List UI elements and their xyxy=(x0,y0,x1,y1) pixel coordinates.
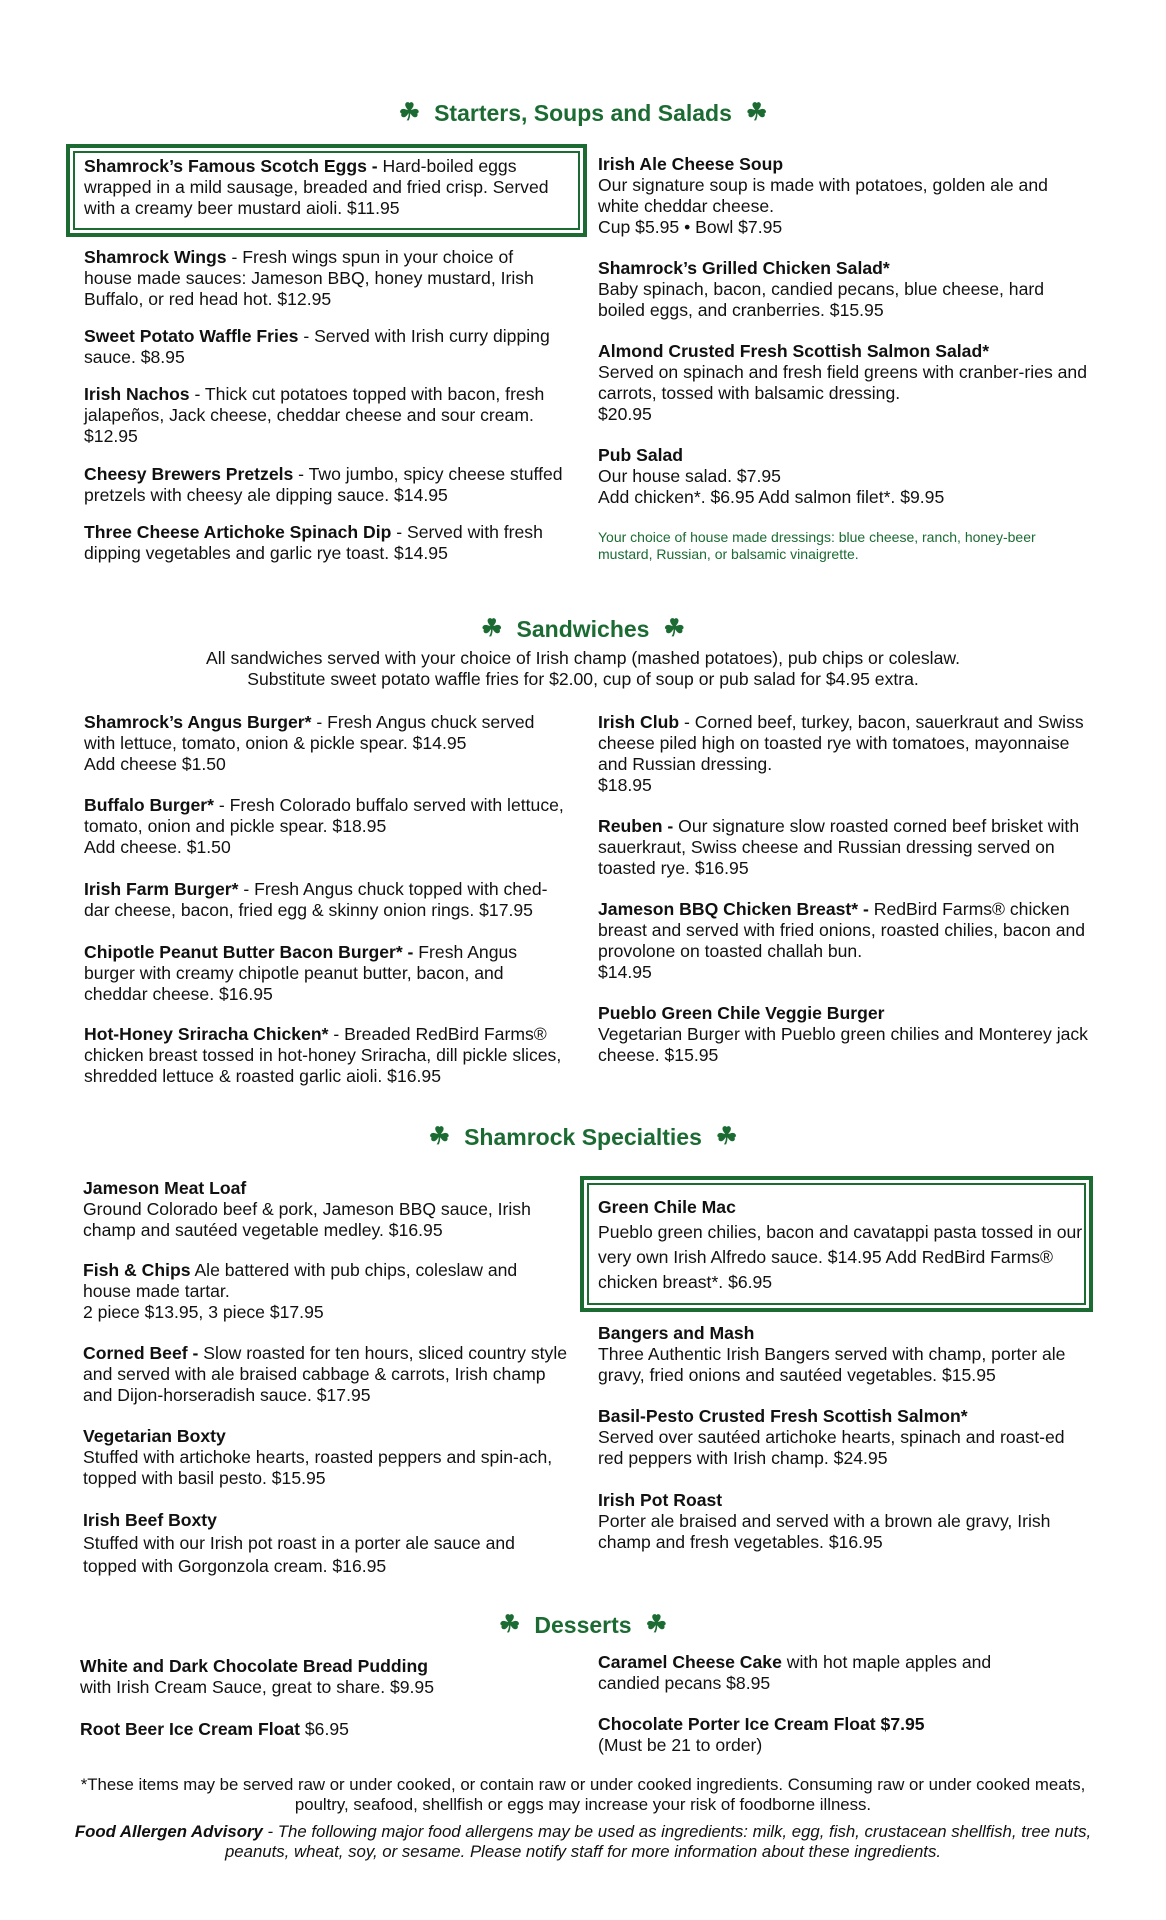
menu-item: Irish Ale Cheese Soup Our signature soup is made with potatoes, golden ale and white cheddar cheese. Cup $5.95 • Bowl $7.95 xyxy=(598,154,1048,237)
menu-item: Green Chile Mac Pueblo green chilies, bacon and cavatappi pasta tossed in our very own Irish Alfredo sauce. $14.95 Add RedBird Farms® chicken breast*. $6.95 xyxy=(598,1197,1083,1292)
menu-item: Buffalo Burger* - Fresh Colorado buffalo served with lettuce, tomato, onion and pickle spear. $18.95 Add cheese. $1.50 xyxy=(84,795,564,857)
raw-food-disclaimer: *These items may be served raw or under cooked, or contain raw or under cooked ingredients. Consuming raw or under cooked meats, poultry, seafood, shellfish or eggs may increase your risk of foodborne illness. xyxy=(80,1775,1086,1814)
sandwiches-note: All sandwiches served with your choice of Irish champ (mashed potatoes), pub chips or coleslaw. xyxy=(206,648,960,668)
menu-item: Irish Nachos - Thick cut potatoes topped with bacon, fresh jalapeños, Jack cheese, cheddar cheese and sour cream. $12.95 xyxy=(84,384,545,446)
shamrock-icon: ☘ xyxy=(745,99,768,126)
menu-item: Jameson BBQ Chicken Breast* - RedBird Farms® chicken breast and served with fried onions, roasted chilies, bacon and provolone on toasted challah bun. $14.95 xyxy=(598,899,1086,982)
menu-item: Irish Club - Corned beef, turkey, bacon, sauerkraut and Swiss cheese piled high on toasted rye with tomatoes, mayonnaise and Russian dressing. $18.95 xyxy=(598,712,1084,795)
section-title-starters: ☘ Starters, Soups and Salads ☘ xyxy=(398,99,768,126)
section-title-desserts: ☘ Desserts ☘ xyxy=(498,1611,668,1638)
menu-item: Shamrock Wings - Fresh wings spun in your choice of house made sauces: Jameson BBQ, honey mustard, Irish Buffalo, or red head hot. $12.95 xyxy=(84,247,534,309)
menu-item: Shamrock’s Grilled Chicken Salad* Baby spinach, bacon, candied pecans, blue cheese, hard boiled eggs, and cranberries. $15.95 xyxy=(598,258,1045,320)
menu-item: Vegetarian Boxty Stuffed with artichoke hearts, roasted peppers and spin-ach, topped with basil pesto. $15.95 xyxy=(83,1426,553,1488)
menu-item: White and Dark Chocolate Bread Pudding with Irish Cream Sauce, great to share. $9.95 xyxy=(80,1656,435,1697)
shamrock-icon: ☘ xyxy=(663,615,685,642)
menu-item: Chipotle Peanut Butter Bacon Burger* - Fresh Angus burger with creamy chipotle peanut butter, bacon, and cheddar cheese. $16.95 xyxy=(84,942,518,1004)
menu-item: Chocolate Porter Ice Cream Float $7.95 (Must be 21 to order) xyxy=(598,1714,925,1755)
menu-item: Irish Pot Roast Porter ale braised and served with a brown ale gravy, Irish champ and fresh vegetables. $16.95 xyxy=(598,1490,1051,1552)
menu-item: Irish Farm Burger* - Fresh Angus chuck topped with ched-dar cheese, bacon, fried egg & skinny onion rings. $17.95 xyxy=(84,879,548,920)
shamrock-icon: ☘ xyxy=(645,1611,668,1638)
menu-item: Almond Crusted Fresh Scottish Salmon Salad* Served on spinach and fresh field greens with cranber-ries and carrots, tossed with balsamic dressing. $20.95 xyxy=(598,341,1087,424)
menu-item: Bangers and Mash Three Authentic Irish Bangers served with champ, porter ale gravy, fried onions and sautéed vegetables. $15.95 xyxy=(598,1323,1066,1385)
menu-item: Root Beer Ice Cream Float $6.95 xyxy=(80,1719,349,1739)
menu-item: Hot-Honey Sriracha Chicken* - Breaded RedBird Farms® chicken breast tossed in hot-honey Sriracha, dill pickle slices, shredded lettuce & roasted garlic aioli. $16.95 xyxy=(84,1024,562,1086)
menu-item: Shamrock’s Famous Scotch Eggs - Hard-boiled eggs wrapped in a mild sausage, breaded and fried crisp. Served with a creamy beer mustard aioli. $11.95 xyxy=(84,156,549,218)
shamrock-icon: ☘ xyxy=(481,615,503,642)
allergen-advisory: Food Allergen Advisory - The following major food allergens may be used as ingredients: milk, egg, fish, crustacean shellfish, tree nuts, peanuts, wheat, soy, or sesame. Please notify staff for more information about these ingredients. xyxy=(74,1822,1092,1861)
menu-item: Three Cheese Artichoke Spinach Dip - Served with fresh dipping vegetables and garlic rye toast. $14.95 xyxy=(84,522,543,563)
menu-item: Caramel Cheese Cake with hot maple apples and candied pecans $8.95 xyxy=(598,1652,992,1693)
section-title-sandwiches: ☘ Sandwiches ☘ xyxy=(481,615,685,642)
section-title-specialties: ☘ Shamrock Specialties ☘ xyxy=(428,1123,738,1150)
shamrock-icon: ☘ xyxy=(398,99,421,126)
menu-item: Jameson Meat Loaf Ground Colorado beef & pork, Jameson BBQ sauce, Irish champ and sautéed vegetable medley. $16.95 xyxy=(83,1178,531,1240)
menu-item: Fish & Chips Ale battered with pub chips, coleslaw and house made tartar. 2 piece $13.95, 3 piece $17.95 xyxy=(83,1260,518,1322)
shamrock-icon: ☘ xyxy=(498,1611,521,1638)
menu-item: Pueblo Green Chile Veggie Burger Vegetarian Burger with Pueblo green chilies and Monterey jack cheese. $15.95 xyxy=(598,1003,1088,1065)
shamrock-icon: ☘ xyxy=(428,1123,451,1150)
menu-item: Basil-Pesto Crusted Fresh Scottish Salmon* Served over sautéed artichoke hearts, spinach and roast-ed red peppers with Irish champ. $24.95 xyxy=(598,1406,1065,1468)
menu-item: Sweet Potato Waffle Fries - Served with Irish curry dipping sauce. $8.95 xyxy=(84,326,550,367)
menu-item: Shamrock’s Angus Burger* - Fresh Angus chuck served with lettuce, tomato, onion & pickle spear. $14.95 Add cheese $1.50 xyxy=(84,712,535,774)
menu-item: Irish Beef Boxty Stuffed with our Irish pot roast in a porter ale sauce and topped with Gorgonzola cream. $16.95 xyxy=(83,1510,515,1576)
menu-item: Pub Salad Our house salad. $7.95 Add chicken*. $6.95 Add salmon filet*. $9.95 xyxy=(598,445,945,507)
shamrock-icon: ☘ xyxy=(715,1123,738,1150)
menu-item: Cheesy Brewers Pretzels - Two jumbo, spicy cheese stuffed pretzels with cheesy ale dipping sauce. $14.95 xyxy=(84,464,563,505)
menu-item: Corned Beef - Slow roasted for ten hours, sliced country style and served with ale braised cabbage & carrots, Irish champ and Dijon-horseradish sauce. $17.95 xyxy=(83,1343,568,1405)
menu-item: Reuben - Our signature slow roasted corned beef brisket with sauerkraut, Swiss cheese and Russian dressing served on toasted rye. $16.95 xyxy=(598,816,1080,878)
sandwiches-note-2: Substitute sweet potato waffle fries for $2.00, cup of soup or pub salad for $4.95 extra. xyxy=(247,669,919,689)
dressing-note: Your choice of house made dressings: blue cheese, ranch, honey-beer mustard, Russian, or balsamic vinaigrette. xyxy=(598,529,1036,562)
